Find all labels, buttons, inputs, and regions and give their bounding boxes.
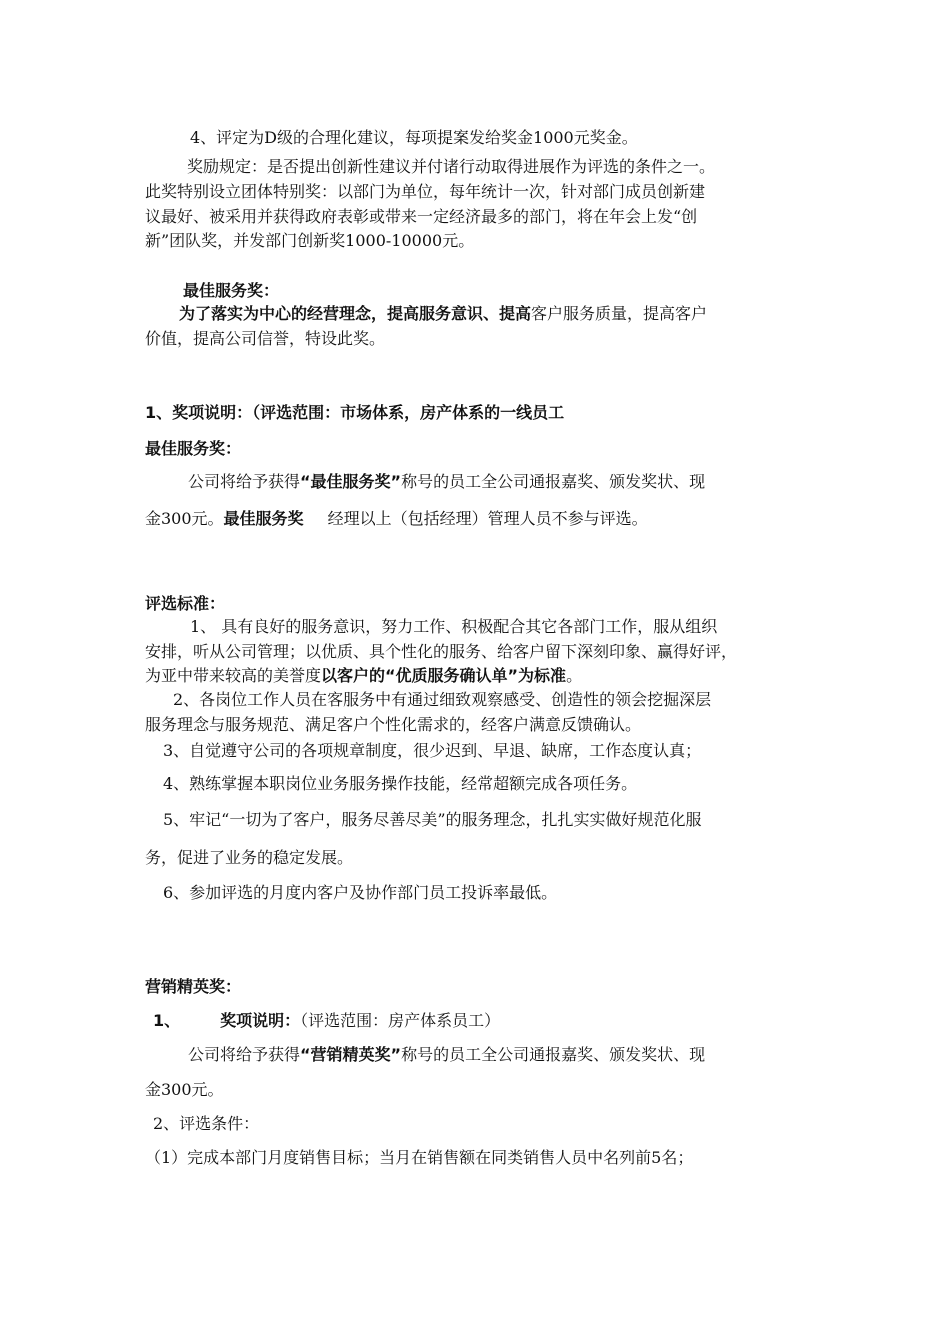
service-intro-bold: 为了落实为中心的经营理念，提高服务意识、提高 <box>179 304 532 323</box>
service-desc-line-1 <box>145 470 853 494</box>
criteria-1-text: 为亚中带来较高的美誉度 <box>145 666 322 685</box>
service-desc-exclusion: 经理以上（包括经理）管理人员不参与评选。 <box>327 509 648 528</box>
intro-line-5: 新”团队奖，并发部门创新奖1000-10000元。 <box>145 231 475 250</box>
criteria-1-line-2: 安排，听从公司管理；以优质、具个性化的服务、给客户留下深刻印象、赢得好评， <box>145 642 738 661</box>
marketing-item-line <box>145 1009 818 1033</box>
service-desc-text: 公司将给予获得 <box>188 472 301 491</box>
marketing-desc-line-2: 金300元。 <box>145 1080 224 1099</box>
criteria-6: 6、参加评选的月度内客户及协作部门员工投诉率最低。 <box>163 883 558 902</box>
criteria-1-standard: 以客户的“优质服务确认单”为标准 <box>321 666 567 685</box>
service-award-name-2: 最佳服务奖 <box>223 509 304 528</box>
intro-line-1: 4、评定为D级的合理化建议，每项提案发给奖金1000元奖金。 <box>190 128 638 147</box>
marketing-item-label: 奖项说明： <box>220 1011 301 1030</box>
marketing-condition-1: （1）完成本部门月度销售目标；当月在销售额在同类销售人员中名列前5名； <box>145 1148 694 1167</box>
intro-line-3: 此奖特别设立团体特别奖：以部门为单位，每年统计一次，针对部门成员创新建 <box>145 182 706 201</box>
criteria-1-end: 。 <box>566 666 583 685</box>
service-desc-amount: 金300元。 <box>145 509 224 528</box>
criteria-heading: 评选标准： <box>145 594 226 613</box>
criteria-3: 3、自觉遵守公司的各项规章制度，很少迟到、早退、缺席，工作态度认真； <box>163 741 702 760</box>
marketing-desc-text-2: 称号的员工全公司通报嘉奖、颁发奖状、现 <box>401 1045 706 1064</box>
criteria-2-line-1: 2、各岗位工作人员在客服务中有通过细致观察感受、创造性的领会挖掘深层 <box>173 690 712 709</box>
service-award-name: “最佳服务奖” <box>300 472 402 491</box>
marketing-item-number: 1、 <box>153 1011 181 1030</box>
service-subheading: 最佳服务奖： <box>145 439 242 458</box>
criteria-4: 4、熟练掌握本职岗位业务服务操作技能，经常超额完成各项任务。 <box>163 774 638 793</box>
marketing-item-scope: （评选范围：房产体系员工） <box>300 1011 501 1030</box>
service-desc-line-2 <box>145 507 810 531</box>
criteria-2-line-2: 服务理念与服务规范、满足客户个性化需求的，经客户满意反馈确认。 <box>145 715 642 734</box>
service-intro-heading: 最佳服务奖： <box>183 281 280 300</box>
service-intro-line-2: 价值，提高公司信誉，特设此奖。 <box>145 329 386 348</box>
marketing-desc-text: 公司将给予获得 <box>188 1045 301 1064</box>
service-intro-rest: 客户服务质量，提高客户 <box>531 304 708 323</box>
intro-line-4: 议最好、被采用并获得政府表彰或带来一定经济最多的部门，将在年会上发“创 <box>145 207 698 226</box>
criteria-1-line-3 <box>145 664 810 688</box>
service-desc-text-2: 称号的员工全公司通报嘉奖、颁发奖状、现 <box>401 472 706 491</box>
criteria-5-line-2: 务，促进了业务的稳定发展。 <box>145 848 354 867</box>
service-intro-line-1 <box>145 302 844 326</box>
marketing-award-name: “营销精英奖” <box>300 1045 402 1064</box>
criteria-5-line-1: 5、牢记“一切为了客户，服务尽善尽美”的服务理念，扎扎实实做好规范化服 <box>163 810 702 829</box>
intro-line-2: 奖励规定：是否提出创新性建议并付诸行动取得进展作为评选的条件之一。 <box>187 157 716 176</box>
criteria-1-line-1: 1、 具有良好的服务意识，努力工作、积极配合其它各部门工作，服从组织 <box>190 617 718 636</box>
marketing-conditions-heading: 2、评选条件： <box>153 1114 260 1133</box>
marketing-heading: 营销精英奖： <box>145 977 242 996</box>
marketing-desc-line-1 <box>145 1043 853 1067</box>
service-item-heading: 1、奖项说明：（评选范围：市场体系，房产体系的一线员工 <box>145 403 565 422</box>
